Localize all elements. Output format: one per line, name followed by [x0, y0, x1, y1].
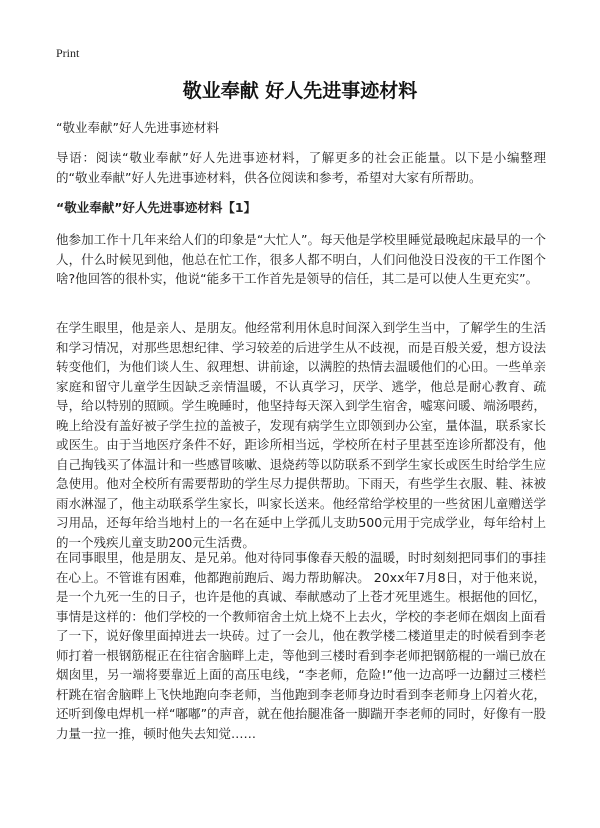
section-heading: “敬业奉献”好人先进事迹材料【1】 [56, 200, 257, 215]
print-link[interactable]: Print [56, 46, 80, 60]
body-paragraph-1: 他参加工作十几年来给人们的印象是“大忙人”。每天他是学校里睡觉最晚起床最早的一个人，什么时候见到他，他总在忙工作，很多人都不明白，人们问他没日没夜的干工作图个啥?他回答的很朴实，他说“能多干工作首先是领导的信任，其二是可以使人生更充实”。 [56, 232, 546, 286]
document-subtitle: “敬业奉献”好人先进事迹材料 [56, 120, 219, 135]
body-paragraph-2: 在学生眼里，他是亲人、是朋友。他经常利用休息时间深入到学生当中，了解学生的生活和学习情况，对那些思想纪律、学习较差的后进学生从不歧视，而是百般关爱，想方设法转变他们，为他们谈人生、叙理想、讲前途，以满腔的热情去温暖他们的心田。一些单亲家庭和留守儿童学生因缺乏亲情温暖，不认真学习，厌学、逃学，他总是耐心教育、疏导，给以特别的照顾。学生晚睡时，他坚持每天深入到学生宿舍，嘘寒问暖、端汤喂药，晚上给没有盖好被子学生拉的盖被子，发现有病学生立即领到办公室，量体温，联系家长或医生。由于当地医疗条件不好，距诊所相当远，学校所在村子里甚至连诊所都没有，他自己掏钱买了体温计和一些感冒咳嗽、退烧药等以防联系不到学生家长或医生时给学生应急使用。他对全校所有需要帮助的学生尽力提供帮助。下雨天，有些学生衣服、鞋、袜被雨水淋湿了，他主动联系学生家长，叫家长送来。他经常给学校里的一些贫困儿童赠送学习用品，还每年给当地村上的一名在延中上学孤儿支助500元用于完成学业，每年给村上的一个残疾儿童支助200元生活费。 [56, 320, 546, 550]
document-title: 敬业奉献 好人先进事迹材料 [182, 80, 418, 102]
intro-paragraph: 导语：阅读“敬业奉献”好人先进事迹材料，了解更多的社会正能量。以下是小编整理的“敬业奉献”好人先进事迹材料，供各位阅读和参考，希望对大家有所帮助。 [56, 150, 546, 185]
body-paragraph-3: 在同事眼里，他是朋友、是兄弟。他对待同事像春天般的温暖，时时刻刻把同事们的事挂在心上。不管谁有困难，他都跑前跑后、竭力帮助解决。 20xx年7月8日，对于他来说，是一个九死一生的日子，也许是他的真诚、奉献感动了上苍才死里逃生。根据他的回忆，事情是这样的：他们学校的一个教师宿舍土炕上烧不上去火，学校的李老师在烟囱上面看了一下，说好像里面掉进去一块砖。过了一会儿，他在教学楼二楼道里走的时候看到李老师打着一根钢筋棍正在往宿舍脑畔上走，等他到三楼时看到李老师把钢筋棍的一端已放在烟囱里，另一端将要靠近上面的高压电线，“李老师，危险!”他一边高呼一边翻过三楼栏杆跳在宿舍脑畔上飞快地跑向李老师，当他跑到李老师身边时看到李老师身上闪着火花，还听到像电焊机一样“嘟嘟”的声音，就在他抬腿准备一脚踹开李老师的同时，好像有一股力量一拉一推，顿时他失去知觉…… [56, 550, 546, 741]
